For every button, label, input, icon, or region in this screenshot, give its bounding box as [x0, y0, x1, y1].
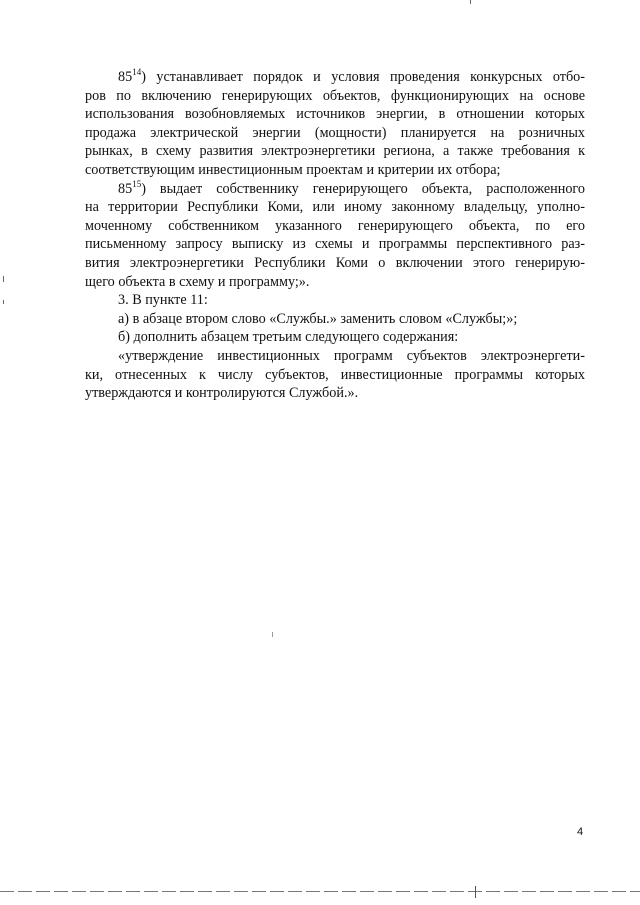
- line-text: ) устанавливает порядок и условия проведения конкурсных отбо-: [141, 69, 585, 85]
- scan-mark-left-1: [3, 276, 4, 282]
- paragraph-1-line-6: соответствующим инвестиционным проектам и критерии их отбора;: [85, 161, 501, 178]
- document-body: [85, 68, 585, 403]
- paragraph-2-line-1: [85, 180, 585, 199]
- scan-bottom-rule: [0, 891, 640, 892]
- paragraph-1-line-1: [85, 68, 585, 87]
- paragraph-5-line-1: б) дополнить абзацем третьим следующего содержания:: [118, 329, 459, 346]
- scan-mark-left-2: [3, 300, 4, 304]
- page-number: 4: [577, 826, 584, 838]
- item-superscript: 14: [132, 67, 142, 77]
- paragraph-1-line-5: рынках, в схему развития электроэнергетики региона, а также требования к: [85, 143, 585, 160]
- item-superscript: 15: [132, 178, 142, 189]
- paragraph-2-line-6: щего объекта в схему и программу;».: [85, 273, 310, 290]
- paragraph-6-line-3: утверждаются и контролируются Службой.».: [85, 385, 359, 402]
- paragraph-3-line-1: 3. В пункте 11:: [118, 292, 208, 309]
- paragraph-2-line-4: письменному запросу выписку из схемы и программы перспективного раз-: [85, 236, 585, 253]
- paragraph-4-line-1: а) в абзаце втором слово «Службы.» заменить словом «Службы;»;: [118, 310, 518, 327]
- paragraph-1-line-3: использования возобновляемых источников энергии, в отношении которых: [85, 106, 585, 123]
- item-number: 85: [118, 69, 133, 85]
- scan-mark-bottom: [475, 886, 476, 898]
- paragraph-2-line-5: вития электроэнергетики Республики Коми о включении этого генерирую-: [85, 254, 585, 271]
- paragraph-6-line-2: ки, отнесенных к числу субъектов, инвестиционные программы которых: [85, 366, 585, 383]
- paragraph-2-line-3: моченному собственником указанного генерирующего объекта, по его: [85, 217, 585, 234]
- paragraph-6-line-1: «утверждение инвестиционных программ субъектов электроэнергети-: [118, 347, 585, 364]
- paragraph-1-line-2: ров по включению генерирующих объектов, функционирующих на основе: [85, 87, 585, 104]
- item-number: 85: [118, 180, 133, 197]
- line-text: ) выдает собственнику генерирующего объекта, расположенного: [141, 180, 585, 197]
- paragraph-1-line-4: продажа электрической энергии (мощности) планируется на розничных: [85, 124, 585, 141]
- paragraph-2-line-2: на территории Республики Коми, или иному законному владельцу, уполно-: [85, 199, 585, 216]
- scan-mark-top: [470, 0, 471, 4]
- scan-mark-middle: [272, 632, 273, 637]
